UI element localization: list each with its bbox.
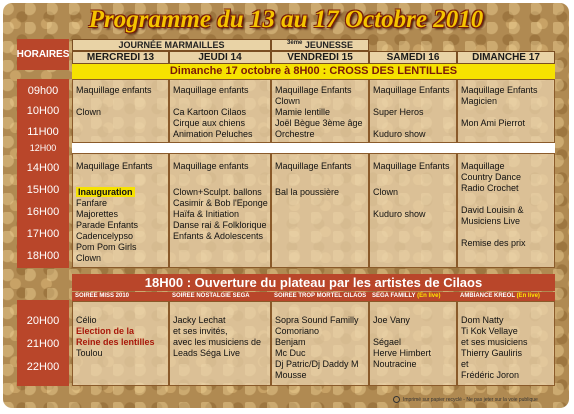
- event: Cirque aux chiens: [173, 118, 246, 128]
- event: Reine des lentilles: [76, 337, 155, 347]
- event: Danse rai & Folklorique: [173, 220, 267, 230]
- event: [275, 172, 365, 183]
- cell-sun-evening: [457, 301, 555, 386]
- poster-title: Programme du 13 au 17 Octobre 2010: [88, 6, 484, 33]
- soiree-suffix: (En live): [516, 293, 540, 299]
- day-header-wed: MERCREDI 13: [72, 51, 169, 64]
- event: Clown: [76, 107, 102, 117]
- horaires-header: HORAIRES: [17, 39, 69, 70]
- event: Comoriano: [275, 326, 320, 336]
- event: Pom Pom Girls: [76, 242, 137, 252]
- cross-banner: Dimanche 17 octobre à 8H00 : CROSS DES LENTILLES: [72, 64, 555, 79]
- event: Clown: [76, 253, 102, 263]
- event: Joe Vany: [373, 315, 410, 325]
- time-label: 18H00: [26, 250, 60, 262]
- event: [461, 194, 551, 205]
- event: Kuduro show: [373, 209, 426, 219]
- event: Cadencelypso: [76, 231, 134, 241]
- event: [461, 107, 551, 118]
- event: Joël Bègue 3ème âge: [275, 118, 363, 128]
- event: Thierry Gauliris: [461, 348, 523, 358]
- time-label: 14H00: [26, 162, 60, 174]
- event: Ca Kartoon Cilaos: [173, 107, 247, 117]
- event: [173, 96, 267, 107]
- event: Maquillage enfants: [76, 85, 152, 95]
- event: Sopra Sound Familly: [275, 315, 359, 325]
- cell-fri-morning: [271, 79, 369, 143]
- cell-sun-morning: [457, 79, 555, 143]
- jeunesse-sup: 3ème: [287, 40, 303, 46]
- time-label: 22H00: [26, 361, 60, 373]
- event: Maquillage enfants: [173, 161, 249, 171]
- event: Maquillage Enfants: [373, 85, 450, 95]
- cell-thu-evening: [169, 301, 271, 386]
- time-label: 11H00: [27, 126, 59, 138]
- event: Maquillage Enfants: [373, 161, 450, 171]
- day-header-sun: DIMANCHE 17: [457, 51, 555, 64]
- event: Remise des prix: [461, 238, 526, 248]
- event: Maquillage Enfants: [275, 161, 352, 171]
- event: Orchestre: [275, 129, 315, 139]
- event: Clown+Sculpt. ballons: [173, 187, 262, 197]
- afternoon-times: [17, 153, 69, 268]
- cell-thu-morning: [169, 79, 271, 143]
- inauguration-highlight: Inauguration: [78, 187, 133, 197]
- event: Mon Ami Pierrot: [461, 118, 526, 128]
- event: Dj Patric/Dj Daddy M: [275, 359, 359, 369]
- event: Radio Crochet: [461, 183, 519, 193]
- jeunesse-header: [271, 39, 369, 51]
- event: Casimir & Bob l'Eponge: [173, 198, 268, 208]
- soiree-header-sat: [369, 292, 457, 301]
- event: [173, 172, 267, 183]
- event: [373, 198, 453, 209]
- cell-wed-evening: [72, 301, 169, 386]
- event: Enfants & Adolescents: [173, 231, 264, 241]
- event: Maquillage Enfants: [76, 161, 153, 171]
- time-label: 17H00: [26, 228, 60, 240]
- noon-gap: [72, 143, 555, 153]
- time-label: 20H00: [26, 315, 60, 327]
- day-header-fri: VENDREDI 15: [271, 51, 369, 64]
- soiree-header-wed: [72, 292, 169, 301]
- cell-sun-afternoon: [457, 153, 555, 268]
- event: Super Heros: [373, 107, 424, 117]
- event: et: [461, 359, 469, 369]
- recycle-icon: [393, 396, 400, 403]
- event: Célio: [76, 315, 97, 325]
- event: Haïfa & Initiation: [173, 209, 240, 219]
- event: Clown: [275, 96, 301, 106]
- event: Mc Duc: [275, 348, 306, 358]
- cell-fri-afternoon: [271, 153, 369, 268]
- jeunesse-label: JEUNESSE: [304, 40, 353, 50]
- event: Maquillage: [461, 161, 505, 171]
- event: Clown: [373, 187, 399, 197]
- time-label: 09h00: [27, 85, 59, 97]
- event: [76, 172, 165, 183]
- event: Parade Enfants: [76, 220, 139, 230]
- event: Maquillage Enfants: [275, 85, 352, 95]
- event: Musiciens Live: [461, 216, 521, 226]
- event: Leads Séga Live: [173, 348, 241, 358]
- event: avec les musiciens de: [173, 337, 262, 347]
- event: [373, 172, 453, 183]
- event: [76, 96, 165, 107]
- event: Benjam: [275, 337, 306, 347]
- noon-time: 12H00: [17, 143, 69, 153]
- event: Noutracine: [373, 359, 417, 369]
- event: Majorettes: [76, 209, 119, 219]
- cell-thu-afternoon: [169, 153, 271, 268]
- soiree-name: SOIREE MISS 2010: [75, 293, 130, 299]
- event: [373, 326, 453, 337]
- event: Country Dance: [461, 172, 522, 182]
- event: Kuduro show: [373, 129, 426, 139]
- event: Mamie lentille: [275, 107, 331, 117]
- time-label: 16H00: [26, 206, 60, 218]
- event: [461, 227, 551, 238]
- event: Maquillage enfants: [173, 85, 249, 95]
- event: et ses musiciens: [461, 337, 528, 347]
- event: Toulou: [76, 348, 103, 358]
- soiree-name: SOIREE TROP MORTEL CILAOS: [274, 293, 367, 299]
- evening-band: 18H00 : Ouverture du plateau par les artistes de Cilaos: [72, 274, 555, 291]
- cell-sat-afternoon: [369, 153, 457, 268]
- soiree-name: SEGA FAMILLY: [372, 293, 416, 299]
- event: Fanfare: [76, 198, 108, 208]
- marmailles-header: JOURNÉE MARMAILLES: [72, 39, 271, 51]
- event: Election de la: [76, 326, 135, 336]
- time-label: 10H00: [26, 105, 60, 117]
- event: Jacky Lechat: [173, 315, 226, 325]
- event: Ti Kok Vellaye: [461, 326, 518, 336]
- event: Magicien: [461, 96, 498, 106]
- program-poster: [3, 3, 569, 408]
- time-label: 21H00: [26, 338, 60, 350]
- cell-sat-evening: [369, 301, 457, 386]
- event: Dom Natty: [461, 315, 504, 325]
- cell-sat-morning: [369, 79, 457, 143]
- soiree-name: AMBIANCE KREOL: [460, 293, 515, 299]
- event: Maquillage Enfants: [461, 85, 538, 95]
- evening-times: [17, 300, 69, 386]
- event: et ses invités,: [173, 326, 228, 336]
- soiree-header-thu: [169, 292, 271, 301]
- cell-wed-afternoon: [72, 153, 169, 268]
- soiree-name: SOIREE NOSTALGIE SEGA: [172, 293, 250, 299]
- event: Frédéric Joron: [461, 370, 520, 380]
- event: Bal la poussière: [275, 187, 340, 197]
- soiree-header-fri: [271, 292, 369, 301]
- event: Herve Himbert: [373, 348, 432, 358]
- time-label: 15H00: [26, 184, 60, 196]
- soiree-suffix: (En live): [417, 293, 441, 299]
- day-header-sat: SAMEDI 16: [369, 51, 457, 64]
- event: David Louisin &: [461, 205, 524, 215]
- event: [373, 96, 453, 107]
- event: [373, 118, 453, 129]
- day-header-thu: JEUDI 14: [169, 51, 271, 64]
- event: Ségael: [373, 337, 402, 347]
- cell-wed-morning: [72, 79, 169, 143]
- event: Mousse: [275, 370, 307, 380]
- footer-note: Imprimé sur papier recyclé - Ne pas jeter sur la voie publique: [403, 397, 538, 403]
- cell-fri-evening: [271, 301, 369, 386]
- event: Animation Peluches: [173, 129, 253, 139]
- soiree-header-sun: [457, 292, 555, 301]
- morning-times: [17, 79, 69, 143]
